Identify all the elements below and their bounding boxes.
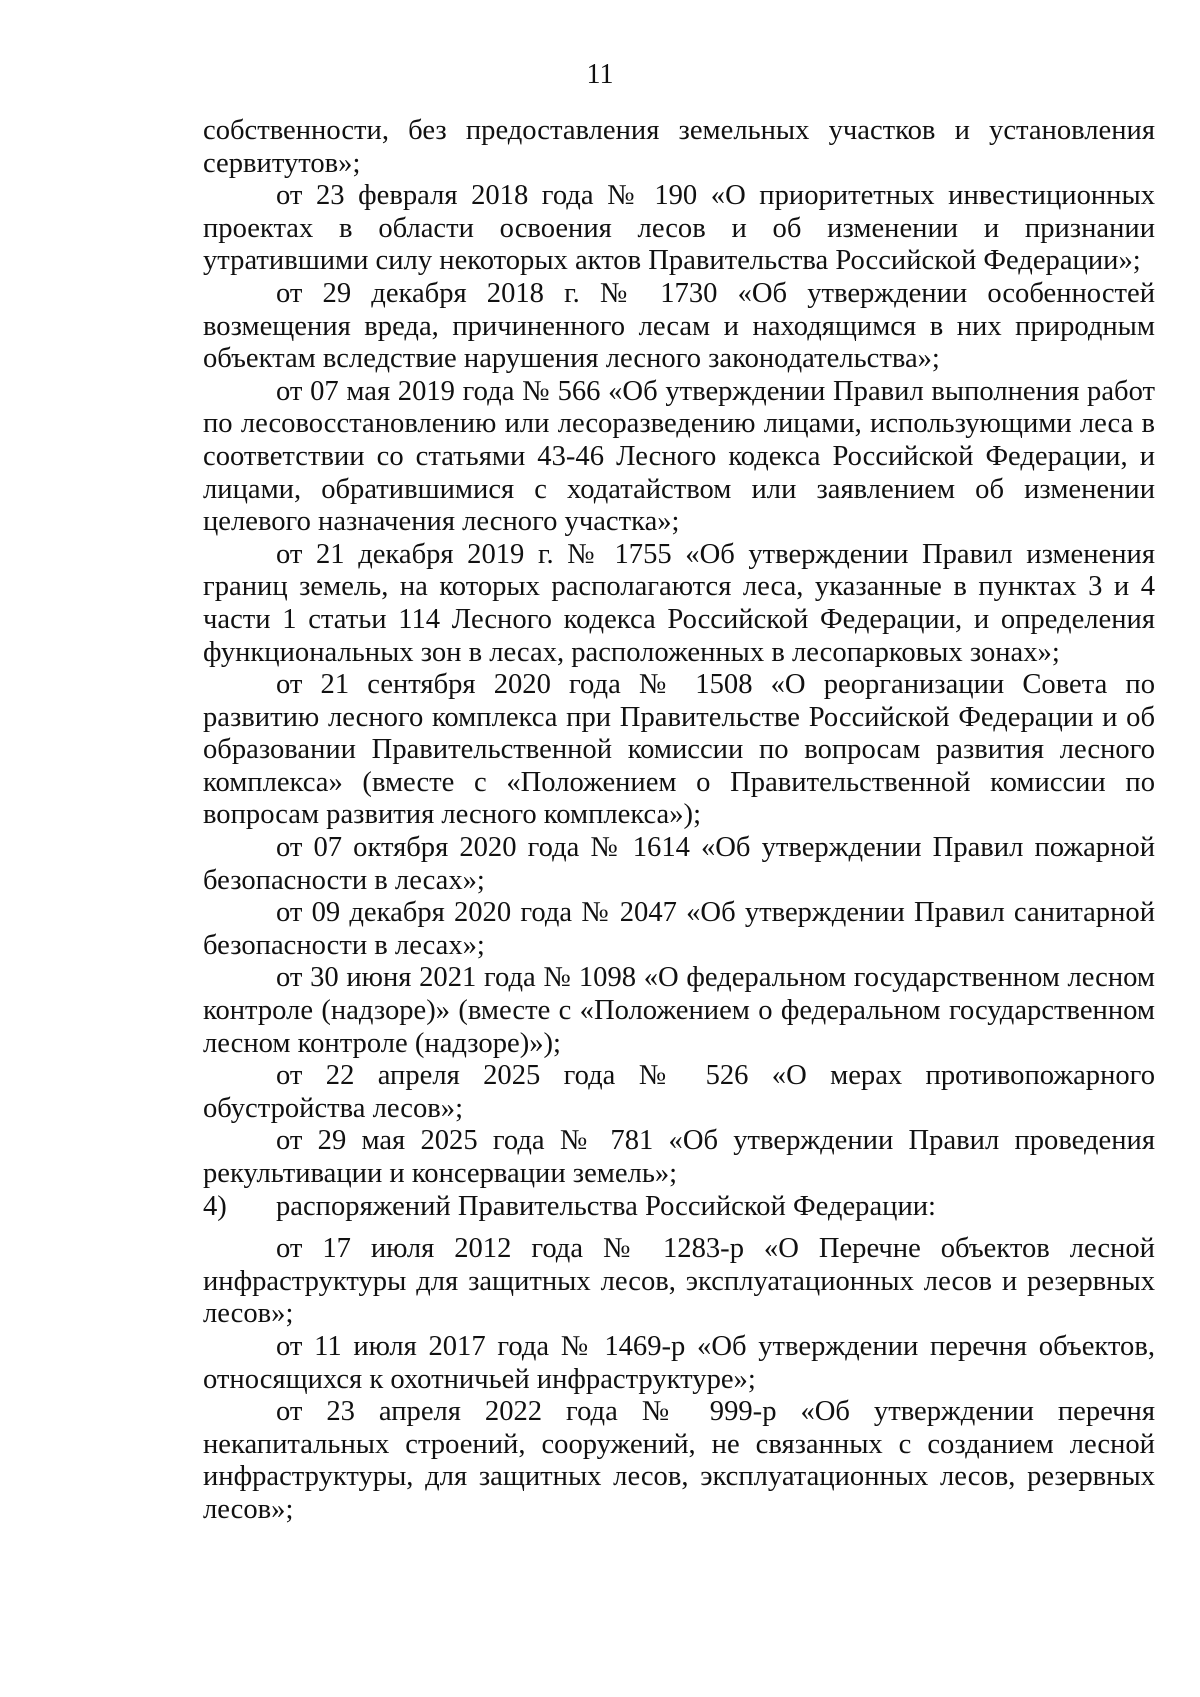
- paragraph: от 29 мая 2025 года № 781 «Об утверждении Правил проведения рекультивации и консервации земель»;: [203, 1125, 1155, 1189]
- page-number: 11: [586, 59, 614, 90]
- paragraph: от 11 июля 2017 года № 1469-р «Об утверждении перечня объектов, относящихся к охотничьей инфраструктуре»;: [203, 1330, 1155, 1395]
- paragraph-list-top: [203, 115, 1155, 1191]
- paragraph: от 17 июля 2012 года № 1283-р «О Перечне объектов лесной инфраструктуры для защитных лесов, эксплуатационных лесов и резервных лесов»;: [203, 1233, 1155, 1330]
- paragraph: от 09 декабря 2020 года № 2047 «Об утверждении Правил санитарной безопасности в лесах»;: [203, 897, 1155, 961]
- paragraph: от 07 октября 2020 года № 1614 «Об утверждении Правил пожарной безопасности в лесах»;: [203, 832, 1155, 896]
- list-item-number: 4): [203, 1190, 227, 1222]
- paragraph: от 30 июня 2021 года № 1098 «О федеральном государственном лесном контроле (надзоре)» (вместе с «Положением о федеральном государственном лесном контроле (надзоре)»);: [203, 962, 1155, 1059]
- paragraph: от 23 апреля 2022 года № 999-р «Об утверждении перечня некапитальных строений, сооружений, не связанных с созданием лесной инфраструктуры, для защитных лесов, эксплуатационных лесов, резервных лесов»;: [203, 1396, 1155, 1525]
- paragraph-list-bottom: [203, 1233, 1155, 1526]
- document-body: [203, 115, 1155, 1527]
- paragraph: собственности, без предоставления земельных участков и установления сервитутов»;: [203, 115, 1155, 179]
- paragraph: от 21 сентября 2020 года № 1508 «О реорганизации Совета по развитию лесного комплекса при Правительстве Российской Федерации и об образовании Правительственной комиссии по вопросам развития лесного комплекса» (вместе с «Положением о Правительственной комиссии по вопросам развития лесного комплекса»);: [203, 669, 1155, 831]
- paragraph: от 23 февраля 2018 года № 190 «О приоритетных инвестиционных проектах в области освоения лесов и об изменении и признании утратившими силу некоторых актов Правительства Российской Федерации»;: [203, 180, 1155, 277]
- paragraph: от 07 мая 2019 года № 566 «Об утверждении Правил выполнения работ по лесовосстановлению или лесоразведению лицами, использующими леса в соответствии со статьями 43-46 Лесного кодекса Российской Федерации, и лицами, обратившимися с ходатайством или заявлением об изменении целевого назначения лесного участка»;: [203, 375, 1155, 538]
- paragraph: от 22 апреля 2025 года № 526 «О мерах противопожарного обустройства лесов»;: [203, 1060, 1155, 1124]
- list-item-4: [203, 1191, 1155, 1224]
- paragraph: от 29 декабря 2018 г. № 1730 «Об утверждении особенностей возмещения вреда, причиненного лесам и находящимся в них природным объектам вследствие нарушения лесного законодательства»;: [203, 277, 1155, 375]
- list-item-text: распоряжений Правительства Российской Федерации:: [276, 1190, 936, 1222]
- paragraph: от 21 декабря 2019 г. № 1755 «Об утверждении Правил изменения границ земель, на которых располагаются леса, указанные в пунктах 3 и 4 части 1 статьи 114 Лесного кодекса Российской Федерации, и определения функциональных зон в лесах, расположенных в лесопарковых зонах»;: [203, 538, 1155, 668]
